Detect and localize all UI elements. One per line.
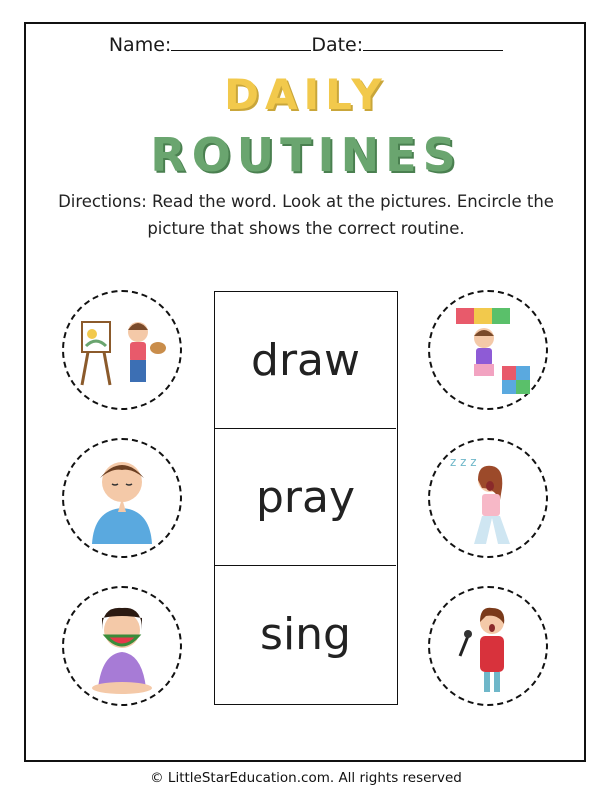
word-cell-sing: sing (260, 609, 351, 660)
girl-painting-icon (72, 300, 172, 400)
girl-eating-watermelon-icon (72, 596, 172, 696)
circle-left-2[interactable] (62, 438, 182, 558)
circle-right-1[interactable] (428, 290, 548, 410)
word-grid (214, 291, 398, 705)
girl-yawning-icon (438, 448, 538, 548)
name-date-line (0, 34, 612, 56)
directions-line-2: picture that shows the correct routine. (147, 219, 465, 238)
directions-line-1: Directions: Read the word. Look at the pictures. Encircle the (58, 192, 554, 211)
boy-praying-icon (72, 448, 172, 548)
circle-right-2[interactable] (428, 438, 548, 558)
girl-singing-icon (438, 596, 538, 696)
title-line-2: ROUTINES (150, 128, 462, 182)
title-line-1: DAILY (224, 70, 388, 119)
circle-left-1[interactable] (62, 290, 182, 410)
footer-copyright: © LittleStarEducation.com. All rights reserved (150, 770, 462, 786)
circle-right-3[interactable] (428, 586, 548, 706)
date-blank[interactable] (363, 34, 503, 51)
word-cell-draw: draw (215, 292, 396, 429)
date-label: Date: (311, 34, 364, 56)
directions (40, 188, 572, 242)
svg-text:z z z: z z z (450, 455, 477, 469)
name-blank[interactable] (171, 34, 311, 51)
circle-left-3[interactable] (62, 586, 182, 706)
girl-with-number-blocks-icon (438, 300, 538, 400)
word-cell-pray: pray (215, 429, 396, 566)
name-label: Name: (108, 34, 172, 56)
